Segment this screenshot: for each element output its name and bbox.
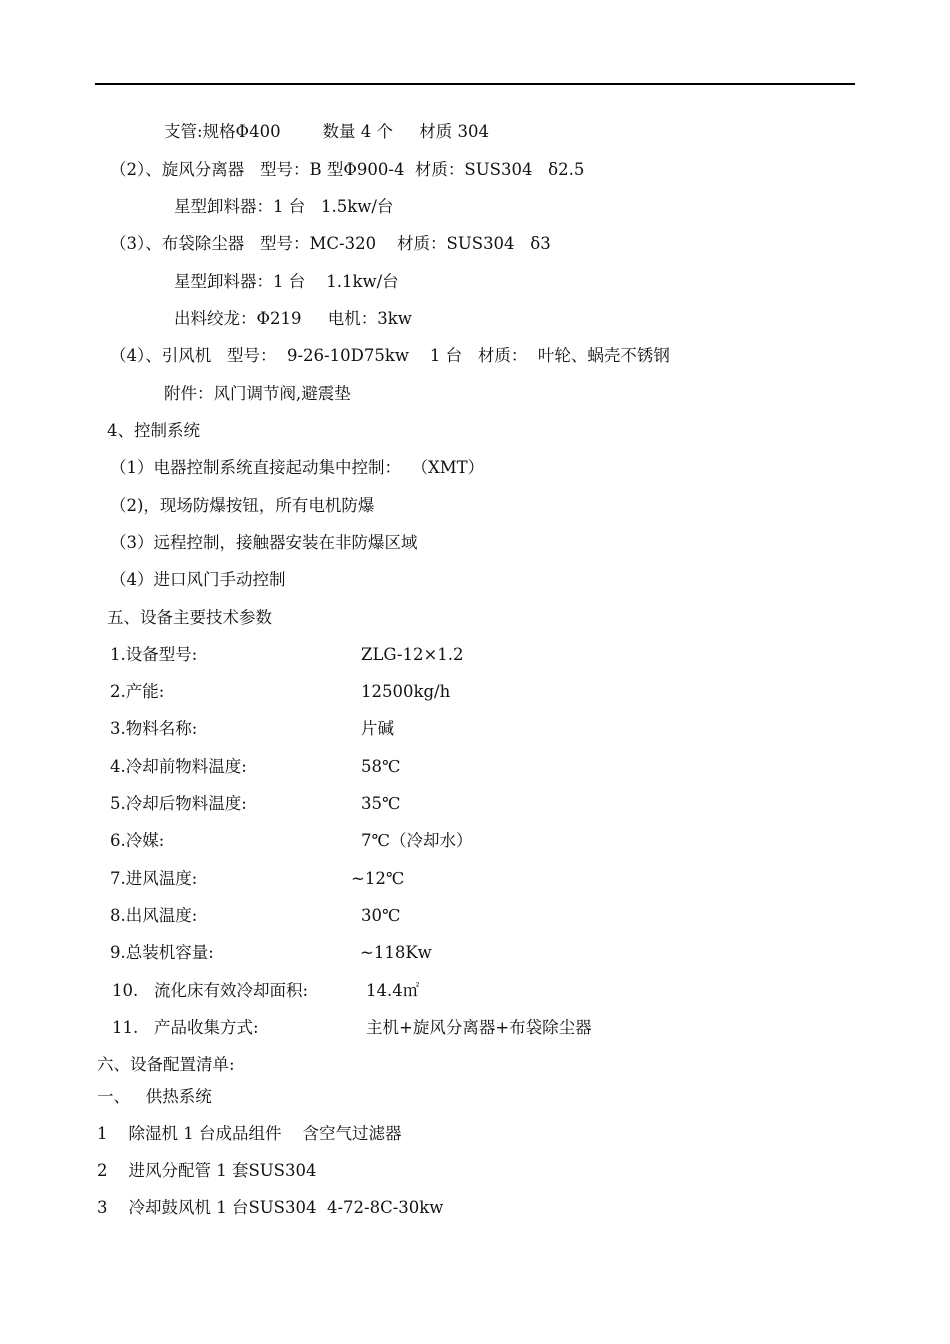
text-line-bag-filter: （3）、布袋除尘器 型号：MC-320 材质：SUS304 δ3 xyxy=(110,234,551,253)
param-label: 6.冷媒: xyxy=(110,831,165,850)
param-label: 9.总装机容量: xyxy=(110,943,214,962)
param-label: 5.冷却后物料温度: xyxy=(110,794,247,813)
subsection-heading-heating-system: 一、 供热系统 xyxy=(97,1087,212,1106)
param-label: 1.设备型号: xyxy=(110,645,198,664)
text-line-branch-pipe: 支管:规格Φ400 数量 4 个 材质 304 xyxy=(164,122,489,141)
param-value: ~12℃ xyxy=(351,869,405,888)
param-value: 12500kg/h xyxy=(361,682,451,701)
section-heading-equipment-list: 六、设备配置清单: xyxy=(97,1055,235,1074)
param-value: 7℃（冷却水） xyxy=(361,831,473,850)
param-value: 30℃ xyxy=(361,906,401,925)
param-value: 片碱 xyxy=(361,719,394,738)
text-line-fan: （4）、引风机 型号： 9-26-10D75kw 1 台 材质： 叶轮、蜗壳不锈钢 xyxy=(110,346,670,365)
section-heading-control-system: 4、控制系统 xyxy=(107,421,200,440)
param-label: 7.进风温度: xyxy=(110,869,198,888)
param-label: 3.物料名称: xyxy=(110,719,198,738)
param-label: 10. 流化床有效冷却面积: xyxy=(112,981,309,1000)
param-value: ~118Kw xyxy=(360,943,432,962)
param-value: 35℃ xyxy=(361,794,401,813)
param-label: 11. 产品收集方式: xyxy=(112,1018,259,1037)
param-label: 8.出风温度: xyxy=(110,906,198,925)
text-line-star-feeder-2: 星型卸料器：1 台 1.1kw/台 xyxy=(174,272,399,291)
text-line-screw-conveyor: 出料绞龙：Φ219 电机：3kw xyxy=(174,309,412,328)
text-line-cyclone: （2）、旋风分离器 型号：B 型Φ900-4 材质：SUS304 δ2.5 xyxy=(110,160,585,179)
list-item: 1 除湿机 1 台成品组件 含空气过滤器 xyxy=(97,1124,402,1143)
param-value: ZLG-12×1.2 xyxy=(361,645,464,664)
list-item: 2 进风分配管 1 套SUS304 xyxy=(97,1161,317,1180)
section-heading-tech-params: 五、设备主要技术参数 xyxy=(107,608,272,627)
param-label: 4.冷却前物料温度: xyxy=(110,757,247,776)
text-line-star-feeder-1: 星型卸料器：1 台 1.5kw/台 xyxy=(174,197,394,216)
param-value: 主机+旋风分离器+布袋除尘器 xyxy=(366,1018,592,1037)
text-line-control-2: （2)，现场防爆按钮，所有电机防爆 xyxy=(110,496,375,515)
text-line-control-3: （3）远程控制，接触器安装在非防爆区域 xyxy=(110,533,418,552)
text-line-control-1: （1）电器控制系统直接起动集中控制： （XMT） xyxy=(110,458,485,477)
header-rule xyxy=(95,83,855,85)
text-line-control-4: （4）进口风门手动控制 xyxy=(110,570,286,589)
param-value: 14.4㎡ xyxy=(366,981,420,1000)
param-value: 58℃ xyxy=(361,757,401,776)
text-line-accessories: 附件：风门调节阀,避震垫 xyxy=(164,384,351,403)
param-label: 2.产能: xyxy=(110,682,165,701)
list-item: 3 冷却鼓风机 1 台SUS304 4-72-8C-30kw xyxy=(97,1198,444,1217)
